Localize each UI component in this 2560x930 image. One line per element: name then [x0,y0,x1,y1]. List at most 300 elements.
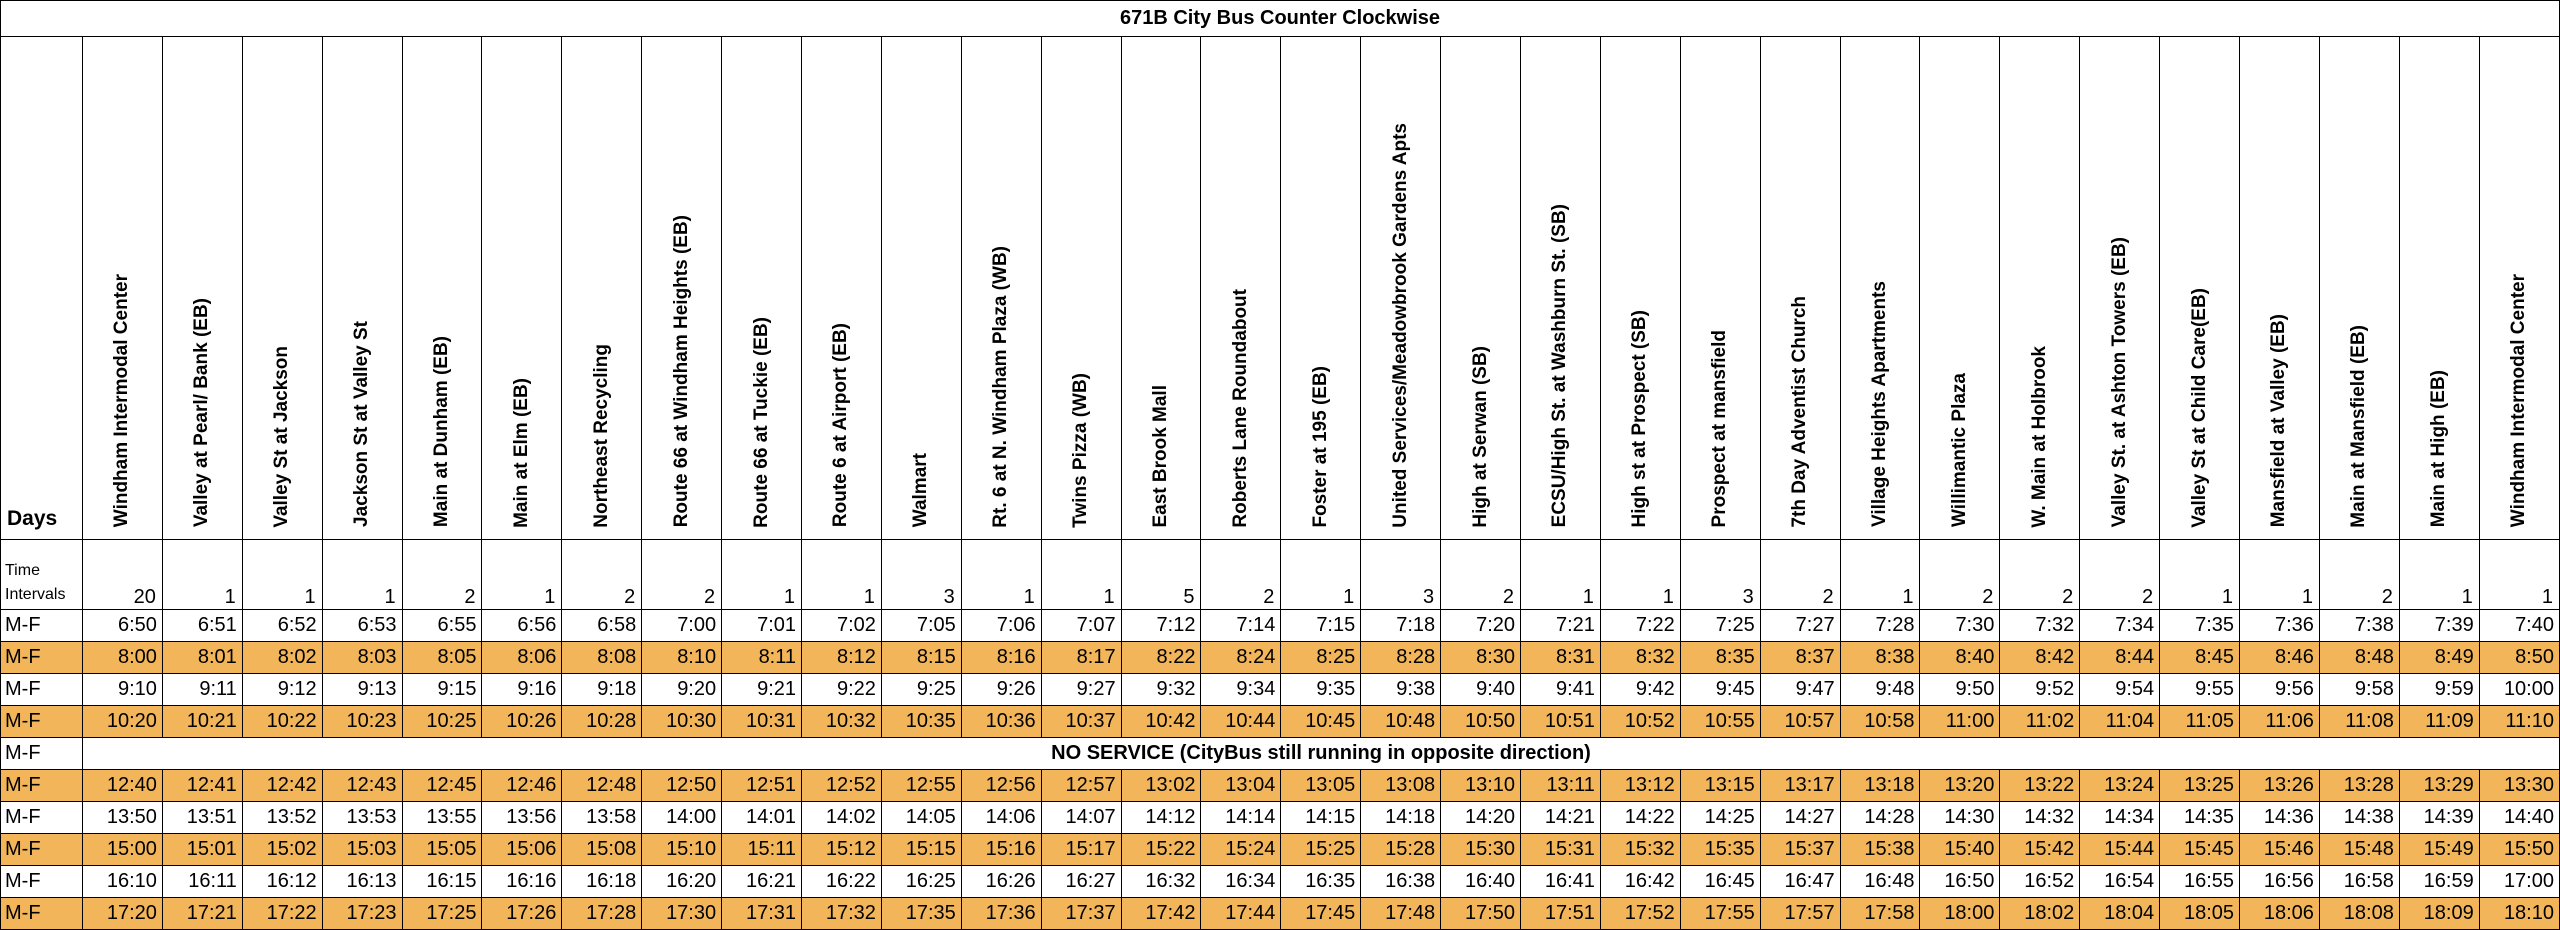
time-cell: 10:00 [2479,673,2559,705]
stop-header [642,37,722,540]
time-cell: 9:18 [562,673,642,705]
time-cell: 9:12 [242,673,322,705]
time-intervals-row [1,540,2560,609]
time-cell: 10:57 [1760,705,1840,737]
time-cell: 16:35 [1281,865,1361,897]
time-cell: 8:45 [2160,641,2240,673]
time-cell: 13:25 [2160,769,2240,801]
time-cell: 8:17 [1041,641,1121,673]
time-cell: 15:12 [802,833,882,865]
time-cell: 10:44 [1201,705,1281,737]
time-cell: 9:35 [1281,673,1361,705]
schedule-row [1,609,2560,641]
interval-cell: 1 [2479,540,2559,609]
interval-cell: 2 [642,540,722,609]
time-cell: 17:21 [162,897,242,929]
time-cell: 9:27 [1041,673,1121,705]
time-cell: 9:52 [2000,673,2080,705]
stop-header [2240,37,2320,540]
time-cell: 13:18 [1840,769,1920,801]
interval-cell: 3 [1680,540,1760,609]
stop-header-row [1,37,2560,540]
stop-name: Route 66 at Tuckie (EB) [750,316,772,528]
time-cell: 7:12 [1121,609,1201,641]
time-cell: 6:53 [322,609,402,641]
time-cell: 9:50 [1920,673,2000,705]
time-cell: 17:28 [562,897,642,929]
stop-name: Jackson St at Valley St [351,321,373,528]
time-cell: 13:05 [1281,769,1361,801]
time-cell: 10:58 [1840,705,1920,737]
interval-cell: 1 [2160,540,2240,609]
time-cell: 12:43 [322,769,402,801]
time-cell: 17:00 [2479,865,2559,897]
time-cell: 16:22 [802,865,882,897]
interval-cell: 2 [2080,540,2160,609]
time-cell: 17:35 [881,897,961,929]
time-cell: 8:16 [961,641,1041,673]
time-cell: 14:01 [722,801,802,833]
time-cell: 8:25 [1281,641,1361,673]
time-cell: 6:51 [162,609,242,641]
time-cell: 9:10 [83,673,163,705]
time-cell: 14:40 [2479,801,2559,833]
stop-name: Willimantic Plaza [1948,373,1970,528]
time-cell: 8:50 [2479,641,2559,673]
time-cell: 9:55 [2160,673,2240,705]
interval-cell: 2 [2319,540,2399,609]
time-cell: 8:02 [242,641,322,673]
time-cell: 12:40 [83,769,163,801]
time-cell: 7:01 [722,609,802,641]
time-cell: 9:38 [1361,673,1441,705]
time-cell: 7:28 [1840,609,1920,641]
time-cell: 12:41 [162,769,242,801]
time-cell: 11:09 [2399,705,2479,737]
time-cell: 14:22 [1600,801,1680,833]
time-cell: 13:53 [322,801,402,833]
stop-name: Main at Mansfield (EB) [2348,324,2370,528]
stop-name: Rt. 6 at N. Windham Plaza (WB) [990,245,1012,528]
time-cell: 9:26 [961,673,1041,705]
time-intervals-label: Time Intervals [1,540,83,609]
time-cell: 15:10 [642,833,722,865]
time-cell: 17:31 [722,897,802,929]
stop-header [2479,37,2559,540]
days-header: Days [1,37,83,540]
time-cell: 15:22 [1121,833,1201,865]
time-cell: 8:11 [722,641,802,673]
interval-cell: 2 [402,540,482,609]
time-cell: 17:23 [322,897,402,929]
time-cell: 17:30 [642,897,722,929]
time-cell: 8:38 [1840,641,1920,673]
time-cell: 9:25 [881,673,961,705]
time-cell: 15:03 [322,833,402,865]
stop-header [1521,37,1601,540]
time-cell: 6:58 [562,609,642,641]
time-cell: 14:34 [2080,801,2160,833]
time-cell: 18:06 [2240,897,2320,929]
time-cell: 10:55 [1680,705,1760,737]
time-cell: 7:21 [1521,609,1601,641]
time-cell: 7:40 [2479,609,2559,641]
time-cell: 7:05 [881,609,961,641]
title-row [1,1,2560,37]
time-cell: 18:09 [2399,897,2479,929]
time-cell: 9:21 [722,673,802,705]
time-cell: 9:56 [2240,673,2320,705]
stop-name: East Brook Mall [1150,384,1172,528]
interval-cell: 1 [1521,540,1601,609]
time-cell: 15:28 [1361,833,1441,865]
time-cell: 7:34 [2080,609,2160,641]
time-cell: 10:22 [242,705,322,737]
time-cell: 15:38 [1840,833,1920,865]
stop-name: Valley St. at Ashton Towers (EB) [2108,237,2130,528]
time-cell: 13:52 [242,801,322,833]
time-cell: 8:40 [1920,641,2000,673]
time-cell: 13:22 [2000,769,2080,801]
interval-cell: 2 [2000,540,2080,609]
time-cell: 9:20 [642,673,722,705]
time-cell: 17:55 [1680,897,1760,929]
time-cell: 15:06 [482,833,562,865]
time-cell: 12:55 [881,769,961,801]
time-cell: 15:25 [1281,833,1361,865]
stop-name: ECSU/High St. at Washburn St. (SB) [1549,204,1571,528]
days-cell: M-F [1,769,83,801]
days-cell: M-F [1,737,83,769]
time-cell: 14:27 [1760,801,1840,833]
time-cell: 16:15 [402,865,482,897]
stop-name: 7th Day Adventist Church [1789,295,1811,528]
time-cell: 12:51 [722,769,802,801]
time-cell: 13:56 [482,801,562,833]
time-cell: 13:26 [2240,769,2320,801]
interval-cell: 1 [242,540,322,609]
stop-name: Valley St at Child Care(EB) [2188,287,2210,528]
time-cell: 16:42 [1600,865,1680,897]
time-cell: 8:48 [2319,641,2399,673]
time-cell: 8:06 [482,641,562,673]
time-cell: 16:47 [1760,865,1840,897]
time-cell: 7:27 [1760,609,1840,641]
time-cell: 10:26 [482,705,562,737]
time-cell: 16:20 [642,865,722,897]
time-cell: 10:37 [1041,705,1121,737]
time-cell: 15:44 [2080,833,2160,865]
time-cell: 10:32 [802,705,882,737]
days-cell: M-F [1,865,83,897]
time-cell: 16:55 [2160,865,2240,897]
time-cell: 17:37 [1041,897,1121,929]
time-cell: 16:40 [1441,865,1521,897]
stop-name: Route 66 at Windham Heights (EB) [670,215,692,528]
time-cell: 13:28 [2319,769,2399,801]
time-cell: 11:05 [2160,705,2240,737]
time-cell: 13:55 [402,801,482,833]
time-cell: 7:00 [642,609,722,641]
schedule-row [1,897,2560,929]
time-cell: 16:34 [1201,865,1281,897]
schedule-row [1,865,2560,897]
stop-header [881,37,961,540]
time-cell: 14:20 [1441,801,1521,833]
stop-name: Windham Intermodal Center [111,274,133,528]
time-cell: 16:58 [2319,865,2399,897]
time-cell: 15:30 [1441,833,1521,865]
time-cell: 16:11 [162,865,242,897]
time-cell: 7:14 [1201,609,1281,641]
time-cell: 15:15 [881,833,961,865]
interval-cell: 1 [2399,540,2479,609]
time-cell: 12:50 [642,769,722,801]
stop-header [2160,37,2240,540]
time-cell: 8:24 [1201,641,1281,673]
stop-name: Twins Pizza (WB) [1070,372,1092,528]
time-cell: 13:11 [1521,769,1601,801]
stop-name: Route 6 at Airport (EB) [830,323,852,528]
time-cell: 8:31 [1521,641,1601,673]
time-cell: 17:57 [1760,897,1840,929]
interval-cell: 1 [802,540,882,609]
schedule-row [1,641,2560,673]
stop-header [322,37,402,540]
time-cell: 13:04 [1201,769,1281,801]
time-cell: 12:42 [242,769,322,801]
time-cell: 13:58 [562,801,642,833]
stop-name: Windham Intermodal Center [2508,274,2530,528]
time-cell: 13:50 [83,801,163,833]
stop-header [2000,37,2080,540]
time-cell: 10:36 [961,705,1041,737]
stop-name: Prospect at mansfield [1709,329,1731,528]
time-cell: 9:47 [1760,673,1840,705]
time-cell: 8:22 [1121,641,1201,673]
time-cell: 15:05 [402,833,482,865]
interval-cell: 2 [1760,540,1840,609]
time-cell: 9:54 [2080,673,2160,705]
time-cell: 9:40 [1441,673,1521,705]
stop-header [1201,37,1281,540]
time-cell: 8:28 [1361,641,1441,673]
time-cell: 7:32 [2000,609,2080,641]
time-cell: 16:13 [322,865,402,897]
time-cell: 15:37 [1760,833,1840,865]
interval-cell: 1 [1840,540,1920,609]
time-cell: 18:00 [1920,897,2000,929]
time-cell: 13:10 [1441,769,1521,801]
stop-header [961,37,1041,540]
time-cell: 15:24 [1201,833,1281,865]
time-cell: 10:51 [1521,705,1601,737]
stop-header [1600,37,1680,540]
interval-cell: 1 [722,540,802,609]
time-cell: 8:30 [1441,641,1521,673]
time-cell: 8:44 [2080,641,2160,673]
time-cell: 16:45 [1680,865,1760,897]
time-cell: 16:25 [881,865,961,897]
interval-cell: 3 [1361,540,1441,609]
time-cell: 15:49 [2399,833,2479,865]
time-cell: 10:48 [1361,705,1441,737]
schedule-title: 671B City Bus Counter Clockwise [1,1,2560,37]
stop-header [722,37,802,540]
time-cell: 8:49 [2399,641,2479,673]
time-cell: 6:50 [83,609,163,641]
interval-cell: 1 [482,540,562,609]
time-cell: 18:08 [2319,897,2399,929]
time-cell: 9:16 [482,673,562,705]
time-cell: 14:21 [1521,801,1601,833]
time-cell: 15:48 [2319,833,2399,865]
interval-cell: 2 [562,540,642,609]
time-cell: 13:12 [1600,769,1680,801]
time-cell: 15:45 [2160,833,2240,865]
time-cell: 13:24 [2080,769,2160,801]
time-cell: 11:08 [2319,705,2399,737]
time-cell: 17:22 [242,897,322,929]
time-cell: 15:35 [1680,833,1760,865]
time-cell: 14:02 [802,801,882,833]
time-cell: 10:28 [562,705,642,737]
interval-cell: 1 [2240,540,2320,609]
stop-header [482,37,562,540]
stop-name: High st at Prospect (SB) [1629,309,1651,528]
time-cell: 13:02 [1121,769,1201,801]
time-cell: 10:45 [1281,705,1361,737]
time-cell: 17:44 [1201,897,1281,929]
time-cell: 16:59 [2399,865,2479,897]
time-cell: 14:00 [642,801,722,833]
time-cell: 16:41 [1521,865,1601,897]
time-cell: 10:42 [1121,705,1201,737]
time-cell: 11:10 [2479,705,2559,737]
time-cell: 8:08 [562,641,642,673]
time-cell: 9:42 [1600,673,1680,705]
time-cell: 8:15 [881,641,961,673]
time-cell: 7:39 [2399,609,2479,641]
stop-name: Mansfield at Valley (EB) [2268,314,2290,528]
days-cell: M-F [1,673,83,705]
time-cell: 14:30 [1920,801,2000,833]
time-cell: 15:40 [1920,833,2000,865]
time-cell: 10:35 [881,705,961,737]
time-cell: 16:52 [2000,865,2080,897]
stop-name: W. Main at Holbrook [2028,345,2050,528]
time-cell: 8:35 [1680,641,1760,673]
schedule-row [1,673,2560,705]
time-cell: 17:36 [961,897,1041,929]
time-cell: 12:48 [562,769,642,801]
time-cell: 6:55 [402,609,482,641]
time-cell: 7:06 [961,609,1041,641]
stop-header [2080,37,2160,540]
time-cell: 8:00 [83,641,163,673]
time-cell: 10:23 [322,705,402,737]
time-cell: 16:48 [1840,865,1920,897]
time-cell: 17:42 [1121,897,1201,929]
days-cell: M-F [1,833,83,865]
time-cell: 18:10 [2479,897,2559,929]
time-cell: 12:56 [961,769,1041,801]
time-cell: 9:59 [2399,673,2479,705]
schedule-row [1,705,2560,737]
interval-cell: 1 [322,540,402,609]
schedule-row [1,833,2560,865]
stop-header [83,37,163,540]
time-cell: 15:17 [1041,833,1121,865]
time-cell: 14:14 [1201,801,1281,833]
time-cell: 7:20 [1441,609,1521,641]
time-cell: 7:38 [2319,609,2399,641]
time-cell: 10:25 [402,705,482,737]
time-cell: 10:31 [722,705,802,737]
time-cell: 7:15 [1281,609,1361,641]
time-cell: 16:27 [1041,865,1121,897]
days-cell: M-F [1,705,83,737]
time-cell: 16:10 [83,865,163,897]
time-cell: 17:25 [402,897,482,929]
time-cell: 12:57 [1041,769,1121,801]
time-cell: 15:01 [162,833,242,865]
time-cell: 6:52 [242,609,322,641]
time-cell: 13:15 [1680,769,1760,801]
stop-name: Main at Dunham (EB) [431,336,452,528]
time-cell: 17:58 [1840,897,1920,929]
time-cell: 8:42 [2000,641,2080,673]
time-cell: 14:39 [2399,801,2479,833]
time-cell: 14:35 [2160,801,2240,833]
time-cell: 16:32 [1121,865,1201,897]
days-cell: M-F [1,641,83,673]
time-cell: 10:30 [642,705,722,737]
time-cell: 8:37 [1760,641,1840,673]
time-cell: 13:30 [2479,769,2559,801]
time-cell: 10:21 [162,705,242,737]
stop-header [2399,37,2479,540]
time-cell: 14:07 [1041,801,1121,833]
time-cell: 16:50 [1920,865,2000,897]
time-cell: 12:46 [482,769,562,801]
time-cell: 9:45 [1680,673,1760,705]
time-cell: 15:16 [961,833,1041,865]
days-cell: M-F [1,609,83,641]
time-cell: 9:13 [322,673,402,705]
stop-header [1441,37,1521,540]
time-cell: 9:22 [802,673,882,705]
stop-name: United Services/Meadowbrook Gardens Apts [1389,122,1411,528]
stop-name: High at Serwan (SB) [1469,345,1491,528]
time-cell: 14:06 [961,801,1041,833]
time-cell: 15:02 [242,833,322,865]
time-cell: 17:20 [83,897,163,929]
time-cell: 15:00 [83,833,163,865]
time-cell: 16:12 [242,865,322,897]
time-cell: 15:46 [2240,833,2320,865]
time-cell: 7:18 [1361,609,1441,641]
time-cell: 7:35 [2160,609,2240,641]
time-cell: 11:04 [2080,705,2160,737]
time-cell: 11:02 [2000,705,2080,737]
interval-cell: 1 [1281,540,1361,609]
time-cell: 11:06 [2240,705,2320,737]
time-cell: 18:05 [2160,897,2240,929]
time-cell: 17:32 [802,897,882,929]
time-cell: 16:21 [722,865,802,897]
time-cell: 14:38 [2319,801,2399,833]
